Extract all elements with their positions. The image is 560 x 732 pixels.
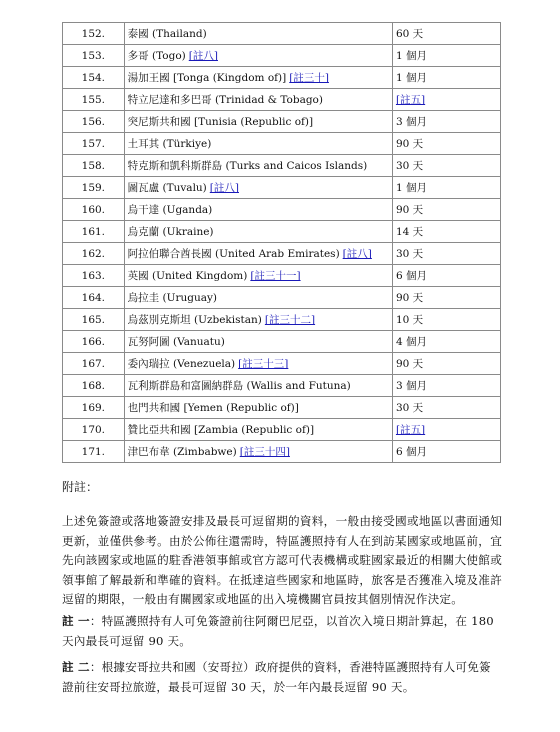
country-cell xyxy=(124,89,392,111)
stay-cell xyxy=(392,89,500,111)
stay-note-link[interactable]: [註五] xyxy=(395,424,426,436)
country-cell xyxy=(124,111,392,133)
country-cell xyxy=(124,397,392,419)
stay-cell xyxy=(392,155,500,177)
stay-cell xyxy=(392,375,500,397)
country-cell xyxy=(124,45,392,67)
row-number: 166. xyxy=(63,331,125,353)
note-link[interactable]: [註三十] xyxy=(289,72,329,84)
row-number: 160. xyxy=(63,199,125,221)
row-number: 165. xyxy=(63,309,125,331)
country-name: 圖瓦盧 (Tuvalu) xyxy=(127,182,207,194)
remarks-paragraph: 上述免簽證或落地簽證安排及最長可逗留期的資料，一般由接受國或地區以書面通知更新，並僅供參考。由於公佈往還需時，特區護照持有人在到訪某國家或地區前，宜先向該國家或地區的駐香港領事館或官方認可代表機構或駐國家最近的相關大使館或領事館了解最新和準確的資料。在抵達這些國家和地區時，旅客是否獲准入境及准許逗留的期限，一般由有關國家或地區的出入境機關官員按其個別情況作決定。 xyxy=(62,514,502,606)
note-two-label: 註 二 xyxy=(62,660,90,674)
note-link[interactable]: [註八] xyxy=(342,248,372,260)
table-row xyxy=(63,67,501,89)
table-row xyxy=(63,23,501,45)
country-cell xyxy=(124,177,392,199)
stay-duration: 1 個月 xyxy=(395,72,427,84)
stay-duration: 60 天 xyxy=(395,28,424,40)
stay-duration: 90 天 xyxy=(395,138,424,150)
country-name: 津巴布韋 (Zimbabwe) xyxy=(127,446,237,458)
country-name: 也門共和國 [Yemen (Republic of)] xyxy=(127,402,299,414)
table-row xyxy=(63,441,501,463)
table-row xyxy=(63,199,501,221)
country-name: 多哥 (Togo) xyxy=(127,50,186,62)
note-two-text: ：根據安哥拉共和國（安哥拉）政府提供的資料，香港特區護照持有人可免簽證前往安哥拉旅遊，最長可逗留 30 天，於一年內最長逗留 90 天。 xyxy=(62,660,491,694)
row-number: 154. xyxy=(63,67,125,89)
table-row xyxy=(63,155,501,177)
stay-duration: 30 天 xyxy=(395,248,424,260)
table-row xyxy=(63,375,501,397)
country-cell xyxy=(124,23,392,45)
stay-cell xyxy=(392,133,500,155)
row-number: 164. xyxy=(63,287,125,309)
note-link[interactable]: [註三十二] xyxy=(264,314,316,326)
stay-duration: 3 個月 xyxy=(395,116,427,128)
table-row xyxy=(63,265,501,287)
row-number: 161. xyxy=(63,221,125,243)
country-cell xyxy=(124,441,392,463)
remarks-title: 附註： xyxy=(62,480,99,494)
stay-cell xyxy=(392,397,500,419)
row-number: 158. xyxy=(63,155,125,177)
stay-duration: 30 天 xyxy=(395,402,424,414)
stay-duration: 90 天 xyxy=(395,204,424,216)
row-number: 152. xyxy=(63,23,125,45)
country-cell xyxy=(124,287,392,309)
country-cell xyxy=(124,133,392,155)
row-number: 171. xyxy=(63,441,125,463)
stay-duration: 6 個月 xyxy=(395,270,427,282)
country-cell xyxy=(124,243,392,265)
note-link[interactable]: [註八] xyxy=(188,50,218,62)
row-number: 156. xyxy=(63,111,125,133)
note-link[interactable]: [註八] xyxy=(209,182,239,194)
stay-cell xyxy=(392,177,500,199)
stay-duration: 1 個月 xyxy=(395,50,427,62)
note-link[interactable]: [註三十一] xyxy=(250,270,301,282)
row-number: 157. xyxy=(63,133,125,155)
country-name: 特立尼達和多巴哥 (Trinidad & Tobago) xyxy=(127,94,323,106)
stay-cell xyxy=(392,221,500,243)
table-row xyxy=(63,331,501,353)
country-cell xyxy=(124,331,392,353)
stay-duration: 30 天 xyxy=(395,160,424,172)
country-cell xyxy=(124,419,392,441)
stay-cell xyxy=(392,243,500,265)
stay-cell xyxy=(392,441,500,463)
stay-duration: 10 天 xyxy=(395,314,424,326)
stay-cell xyxy=(392,331,500,353)
stay-duration: 4 個月 xyxy=(395,336,427,348)
country-name: 英國 (United Kingdom) xyxy=(127,270,248,282)
country-cell xyxy=(124,221,392,243)
note-one-label: 註 一 xyxy=(62,614,90,628)
country-name: 土耳其 (Türkiye) xyxy=(127,138,212,150)
stay-duration: 1 個月 xyxy=(395,182,427,194)
note-one-text: ：特區護照持有人可免簽證前往阿爾巴尼亞，以首次入境日期計算起，在 180 天內最長可逗留 90 天。 xyxy=(62,614,494,648)
country-cell xyxy=(124,155,392,177)
stay-duration: 3 個月 xyxy=(395,380,427,392)
stay-cell xyxy=(392,419,500,441)
visa-table-body xyxy=(63,23,501,463)
table-row xyxy=(63,111,501,133)
table-row xyxy=(63,89,501,111)
note-two xyxy=(62,658,502,697)
stay-cell xyxy=(392,23,500,45)
country-cell xyxy=(124,67,392,89)
country-name: 湯加王國 [Tonga (Kingdom of)] xyxy=(127,72,287,84)
stay-cell xyxy=(392,67,500,89)
country-name: 委內瑞拉 (Venezuela) xyxy=(127,358,236,370)
country-name: 烏拉圭 (Uruguay) xyxy=(127,292,218,304)
country-cell xyxy=(124,375,392,397)
table-row xyxy=(63,221,501,243)
country-cell xyxy=(124,309,392,331)
stay-cell xyxy=(392,353,500,375)
country-name: 瓦努阿圖 (Vanuatu) xyxy=(127,336,225,348)
stay-note-link[interactable]: [註五] xyxy=(395,94,426,106)
row-number: 168. xyxy=(63,375,125,397)
row-number: 153. xyxy=(63,45,125,67)
stay-duration: 90 天 xyxy=(395,292,424,304)
table-row xyxy=(63,177,501,199)
table-row xyxy=(63,397,501,419)
stay-duration: 6 個月 xyxy=(395,446,427,458)
row-number: 167. xyxy=(63,353,125,375)
country-name: 泰國 (Thailand) xyxy=(127,28,207,40)
note-one xyxy=(62,612,502,651)
stay-cell xyxy=(392,287,500,309)
row-number: 155. xyxy=(63,89,125,111)
note-link[interactable]: [註三十三] xyxy=(238,358,289,370)
row-number: 169. xyxy=(63,397,125,419)
country-name: 烏克蘭 (Ukraine) xyxy=(127,226,214,238)
country-cell xyxy=(124,199,392,221)
row-number: 159. xyxy=(63,177,125,199)
row-number: 162. xyxy=(63,243,125,265)
row-number: 163. xyxy=(63,265,125,287)
visa-free-table xyxy=(62,22,501,463)
country-name: 突尼斯共和國 [Tunisia (Republic of)] xyxy=(127,116,314,128)
country-cell xyxy=(124,265,392,287)
country-name: 贊比亞共和國 [Zambia (Republic of)] xyxy=(127,424,315,436)
country-cell xyxy=(124,353,392,375)
country-name: 阿拉伯聯合酋長國 (United Arab Emirates) xyxy=(127,248,340,260)
table-row xyxy=(63,419,501,441)
stay-cell xyxy=(392,45,500,67)
stay-duration: 14 天 xyxy=(395,226,424,238)
table-row xyxy=(63,243,501,265)
note-link[interactable]: [註三十四] xyxy=(239,446,290,458)
stay-cell xyxy=(392,199,500,221)
row-number: 170. xyxy=(63,419,125,441)
country-name: 瓦利斯群島和富圖納群島 (Wallis and Futuna) xyxy=(127,380,351,392)
stay-cell xyxy=(392,111,500,133)
table-row xyxy=(63,309,501,331)
country-name: 烏干達 (Uganda) xyxy=(127,204,213,216)
table-row xyxy=(63,353,501,375)
stay-duration: 90 天 xyxy=(395,358,424,370)
table-row xyxy=(63,45,501,67)
country-name: 烏茲別克斯坦 (Uzbekistan) xyxy=(127,314,262,326)
stay-cell xyxy=(392,309,500,331)
table-row xyxy=(63,287,501,309)
country-name: 特克斯和凱科斯群島 (Turks and Caicos Islands) xyxy=(127,160,368,172)
table-row xyxy=(63,133,501,155)
stay-cell xyxy=(392,265,500,287)
